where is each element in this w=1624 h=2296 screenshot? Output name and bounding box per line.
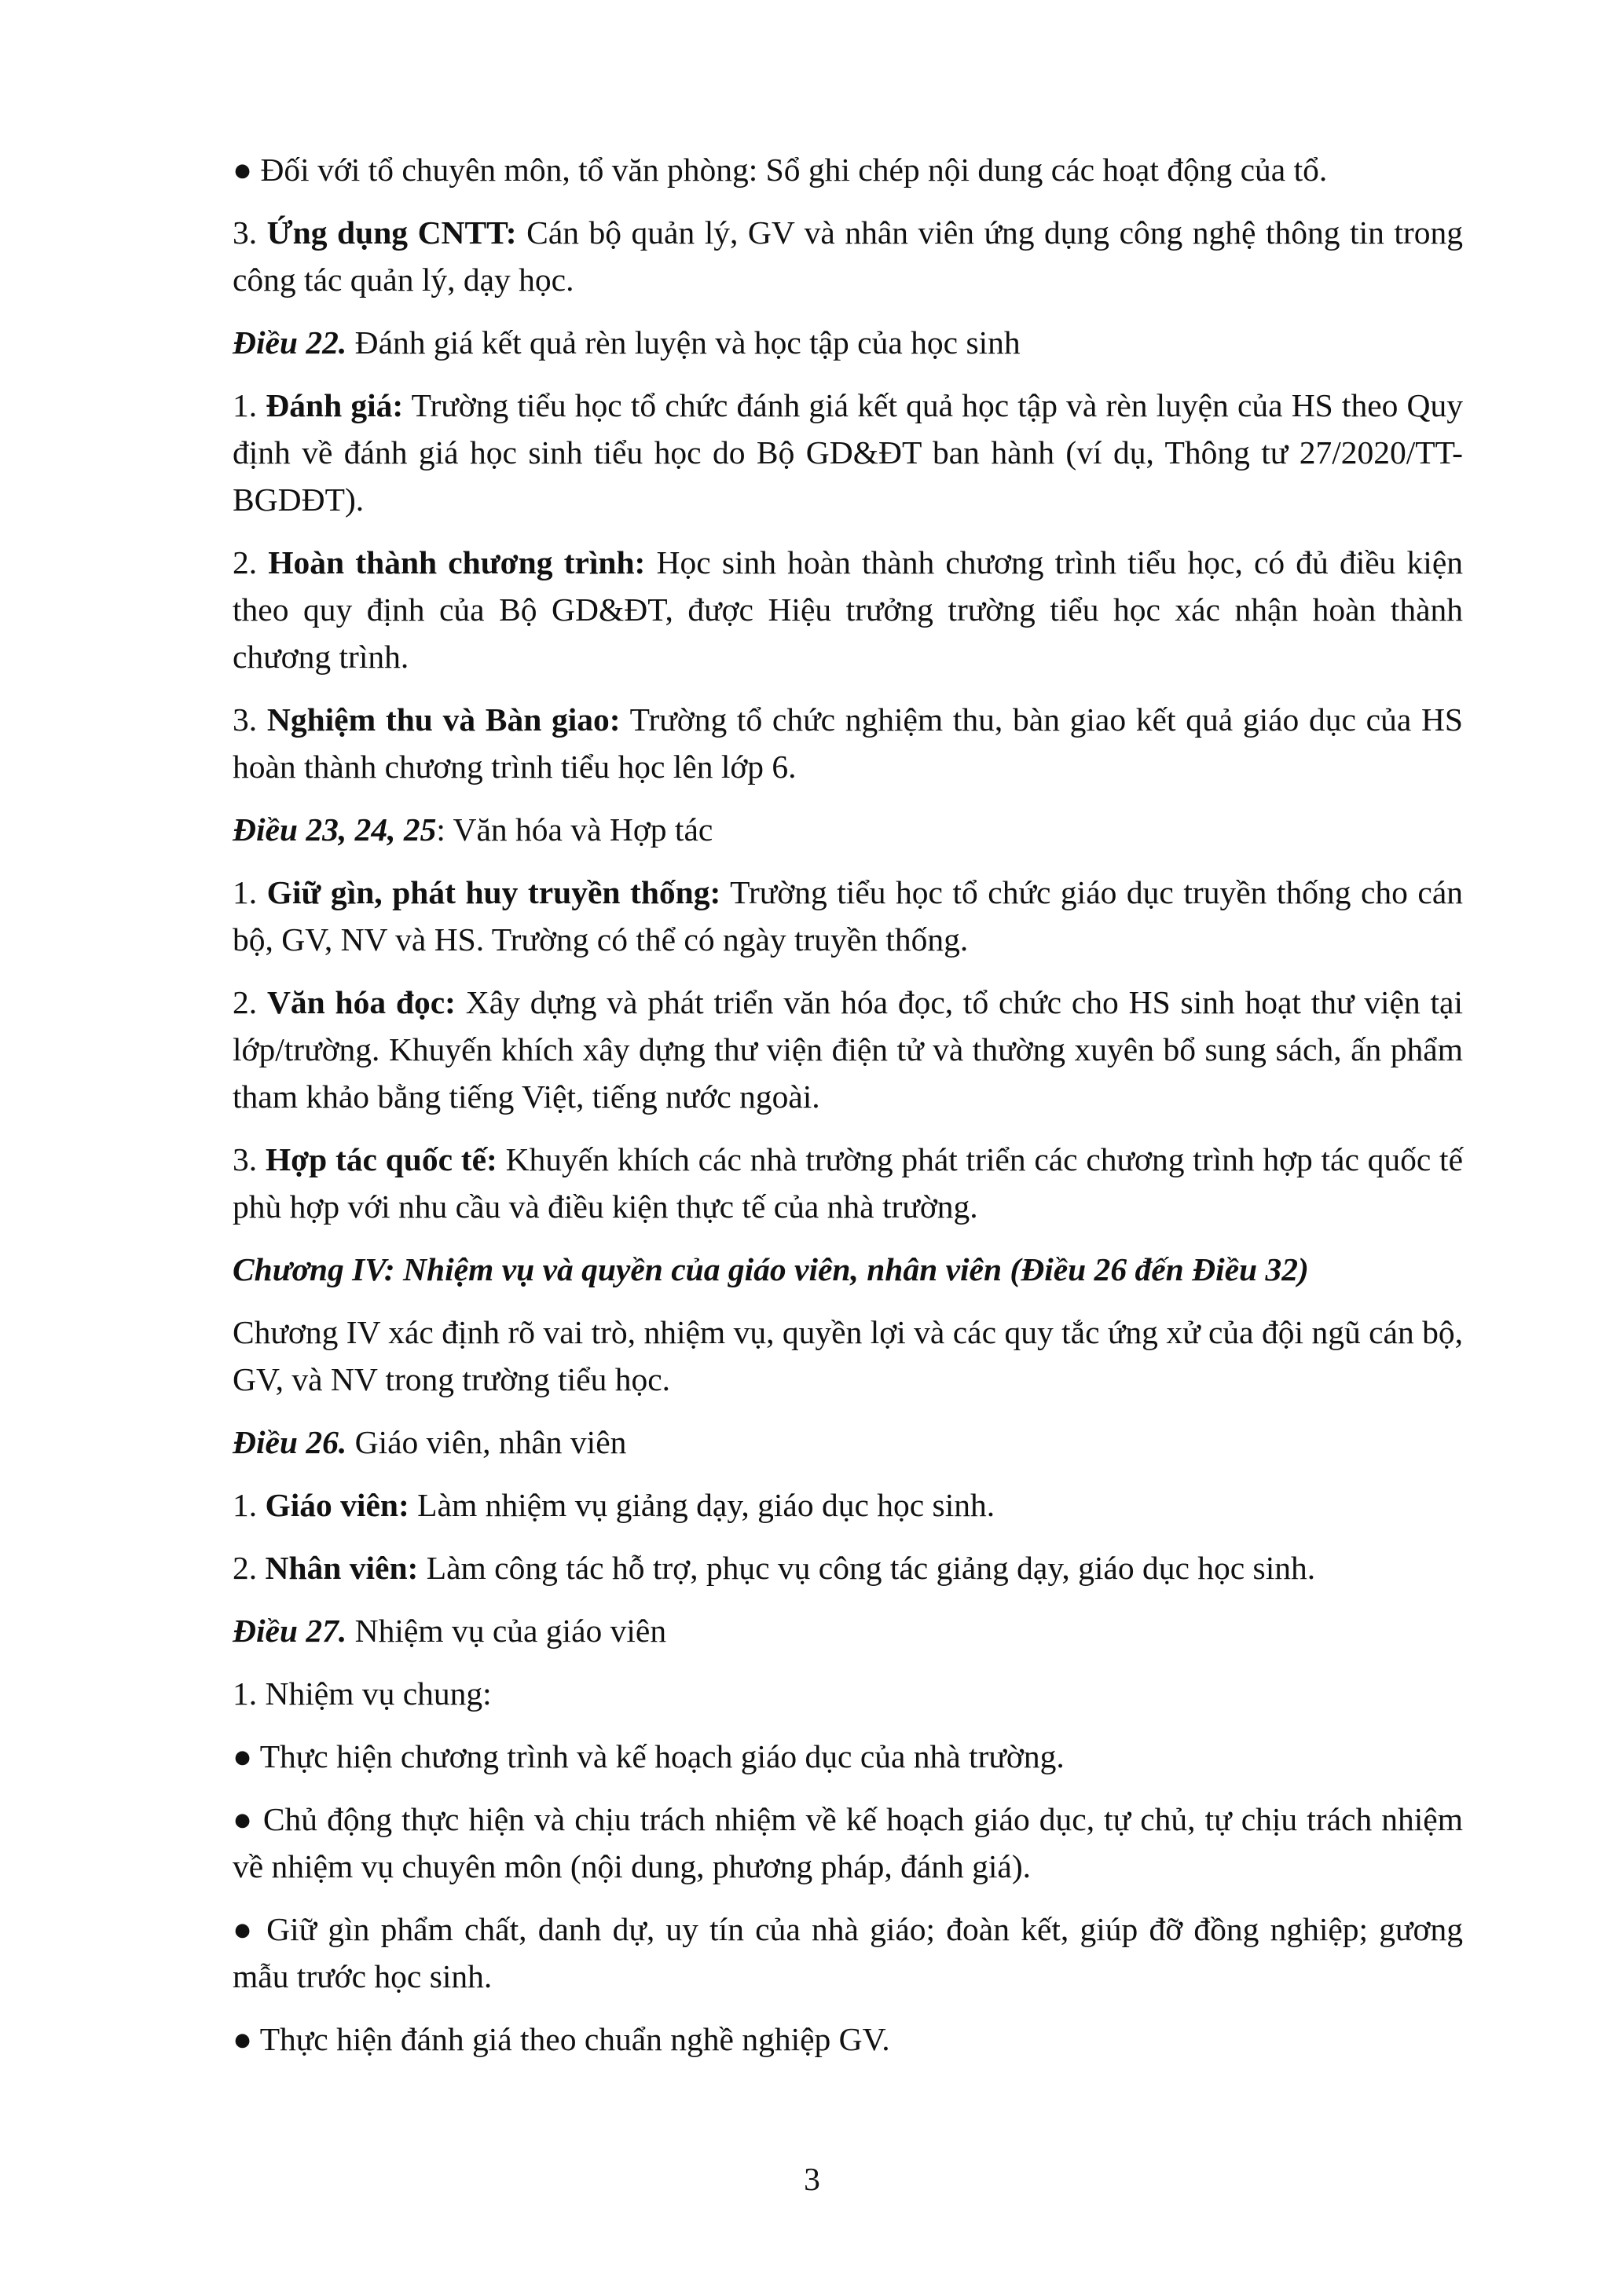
bullet-item: ● Thực hiện đánh giá theo chuẩn nghề nghiệp GV. bbox=[233, 2021, 890, 2057]
paragraph: 2. Nhân viên: Làm công tác hỗ trợ, phục vụ công tác giảng dạy, giáo dục học sinh. bbox=[233, 1550, 1316, 1586]
bold-term: Ứng dụng CNTT: bbox=[266, 214, 517, 251]
bold-term: Nghiệm thu và Bàn giao: bbox=[266, 701, 621, 738]
chapter-title: Chương IV: Nhiệm vụ và quyền của giáo viên, nhân viên (Điều 26 đến Điều 32) bbox=[233, 1251, 1309, 1287]
paragraph: 1. Giữ gìn, phát huy truyền thống: Trường tiểu học tổ chức giáo dục truyền thống cho cán bộ, GV, NV và HS. Trường có thể có ngày truyền thống. bbox=[233, 874, 1464, 958]
paragraph: 3. Hợp tác quốc tế: Khuyến khích các nhà trường phát triển các chương trình hợp tác quốc tế phù hợp với nhu cầu và điều kiện thực tế của nhà trường. bbox=[233, 1141, 1463, 1225]
article-heading: Điều 23, 24, 25: Văn hóa và Hợp tác bbox=[233, 811, 713, 848]
paragraph: ● Đối với tổ chuyên môn, tổ văn phòng: Sổ ghi chép nội dung các hoạt động của tổ. bbox=[233, 152, 1328, 188]
article-number: Điều 23, 24, 25 bbox=[233, 811, 437, 848]
paragraph: 2. Văn hóa đọc: Xây dựng và phát triển văn hóa đọc, tổ chức cho HS sinh hoạt thư viện tại lớp/trường. Khuyến khích xây dựng thư viện điện tử và thường xuyên bổ sung sách, ấn phẩm tham khảo bằng tiếng Việt, tiếng nước ngoài. bbox=[233, 984, 1464, 1115]
bold-term: Hợp tác quốc tế: bbox=[265, 1141, 497, 1177]
bold-term: Giáo viên: bbox=[265, 1487, 409, 1523]
article-number: Điều 22. bbox=[233, 324, 347, 361]
document-body bbox=[233, 146, 1463, 2078]
article-heading: Điều 26. Giáo viên, nhân viên bbox=[233, 1424, 627, 1460]
bold-term: Nhân viên: bbox=[265, 1550, 419, 1586]
chapter-heading bbox=[233, 1246, 1463, 1293]
paragraph: 3. Nghiệm thu và Bàn giao: Trường tổ chức nghiệm thu, bàn giao kết quả giáo dục của HS hoàn thành chương trình tiểu học lên lớp 6. bbox=[233, 701, 1463, 785]
page-number: 3 bbox=[804, 2161, 820, 2197]
article-number: Điều 26. bbox=[233, 1424, 347, 1460]
bold-term: Đánh giá: bbox=[266, 387, 404, 423]
bold-term: Văn hóa đọc: bbox=[266, 984, 456, 1020]
paragraph: Chương IV xác định rõ vai trò, nhiệm vụ, quyền lợi và các quy tắc ứng xử của đội ngũ cán bộ, GV, và NV trong trường tiểu học. bbox=[233, 1314, 1463, 1397]
bullet-item: ● Giữ gìn phẩm chất, danh dự, uy tín của nhà giáo; đoàn kết, giúp đỡ đồng nghiệp; gương mẫu trước học sinh. bbox=[233, 1911, 1463, 1994]
article-heading: Điều 27. Nhiệm vụ của giáo viên bbox=[233, 1613, 667, 1649]
paragraph: 1. Giáo viên: Làm nhiệm vụ giảng dạy, giáo dục học sinh. bbox=[233, 1487, 995, 1523]
bullet-item: ● Chủ động thực hiện và chịu trách nhiệm về kế hoạch giáo dục, tự chủ, tự chịu trách nhiệm về nhiệm vụ chuyên môn (nội dung, phương pháp, đánh giá). bbox=[233, 1801, 1463, 1884]
bold-term: Hoàn thành chương trình: bbox=[268, 544, 646, 580]
bold-term: Giữ gìn, phát huy truyền thống: bbox=[266, 874, 721, 910]
paragraph: 3. Ứng dụng CNTT: Cán bộ quản lý, GV và nhân viên ứng dụng công nghệ thông tin trong công tác quản lý, dạy học. bbox=[233, 214, 1463, 298]
paragraph: 1. Nhiệm vụ chung: bbox=[233, 1675, 492, 1712]
bullet-item: ● Thực hiện chương trình và kế hoạch giáo dục của nhà trường. bbox=[233, 1738, 1065, 1774]
article-number: Điều 27. bbox=[233, 1613, 347, 1649]
article-heading: Điều 22. Đánh giá kết quả rèn luyện và học tập của học sinh bbox=[233, 324, 1021, 361]
paragraph: 2. Hoàn thành chương trình: Học sinh hoàn thành chương trình tiểu học, có đủ điều kiện theo quy định của Bộ GD&ĐT, được Hiệu trưởng trường tiểu học xác nhận hoàn thành chương trình. bbox=[233, 544, 1464, 675]
paragraph: 1. Đánh giá: Trường tiểu học tổ chức đánh giá kết quả học tập và rèn luyện của HS theo Quy định về đánh giá học sinh tiểu học do Bộ GD&ĐT ban hành (ví dụ, Thông tư 27/2020/TT-BGDĐT). bbox=[233, 387, 1464, 518]
